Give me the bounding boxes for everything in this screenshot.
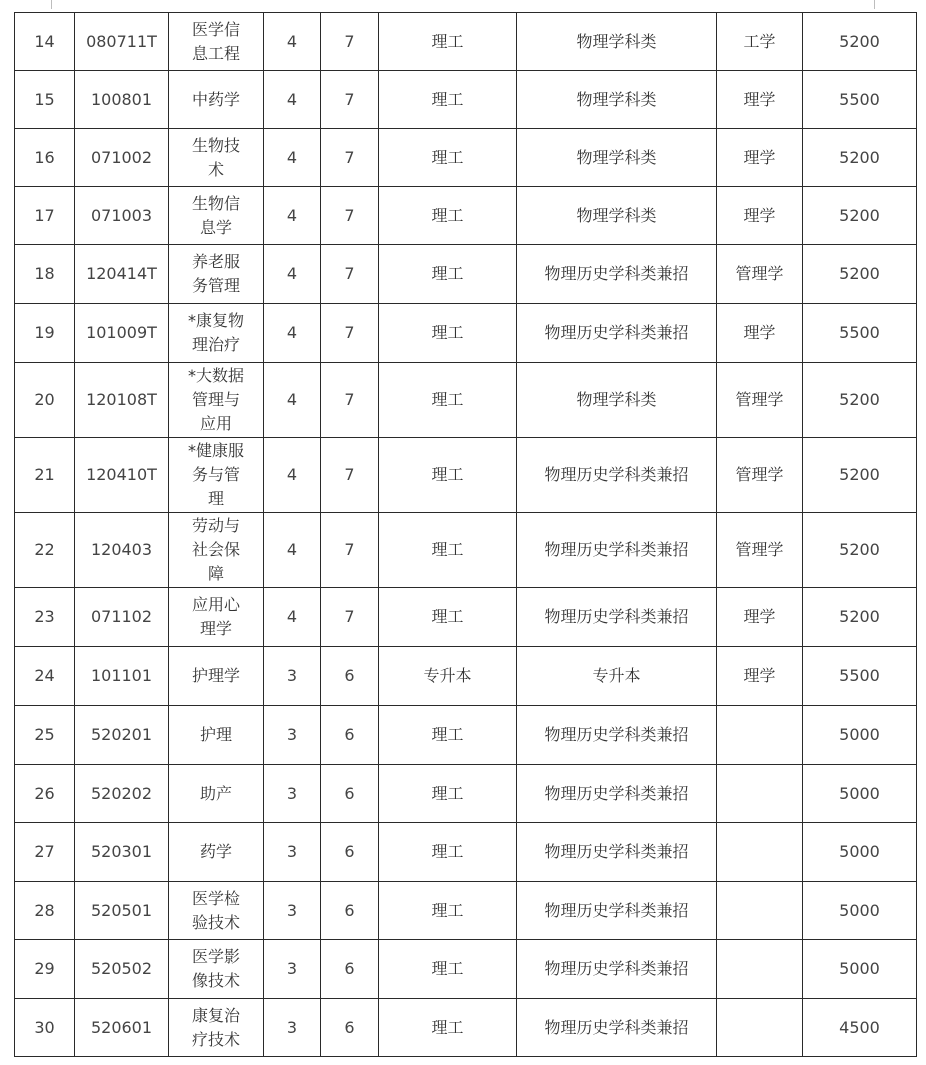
cell-tuition: 4500 [803,999,917,1057]
cell-category: 理工 [379,187,517,245]
cell-category: 理工 [379,882,517,940]
cell-level: 7 [321,129,379,187]
cell-study-years: 4 [264,129,321,187]
cell-category: 理工 [379,363,517,438]
table-row [15,245,917,304]
cell-level: 7 [321,187,379,245]
cell-major-code: 520501 [75,882,169,940]
cell-major-name [169,129,264,187]
cell-index: 24 [15,647,75,706]
cell-major-code: 071003 [75,187,169,245]
cell-degree: 管理学 [717,438,803,513]
cell-level: 7 [321,304,379,363]
cell-category: 专升本 [379,647,517,706]
major-name-line: 药学 [199,842,232,861]
major-name-line: 应用心 [191,595,240,614]
cell-major-code: 520601 [75,999,169,1057]
cell-subject-requirement: 物理历史学科类兼招 [517,438,717,513]
cell-major-code: 520502 [75,940,169,999]
table-row [15,765,917,823]
cell-level: 7 [321,513,379,588]
major-name-line: 管理与 [191,390,240,409]
cell-major-name [169,882,264,940]
cell-major-name [169,245,264,304]
cell-degree [717,706,803,765]
cell-study-years: 3 [264,706,321,765]
cell-level: 6 [321,823,379,882]
cell-tuition: 5200 [803,513,917,588]
cell-category: 理工 [379,940,517,999]
cell-subject-requirement: 物理学科类 [517,13,717,71]
major-name-line: 生物信 [191,193,240,213]
cell-study-years: 3 [264,765,321,823]
cell-major-code: 071002 [75,129,169,187]
cell-level: 6 [321,882,379,940]
major-name-line: 理治疗 [191,335,240,354]
cell-level: 7 [321,245,379,304]
cell-degree: 理学 [717,129,803,187]
cell-subject-requirement: 专升本 [517,647,717,706]
cell-subject-requirement: 物理学科类 [517,71,717,129]
cell-index: 27 [15,823,75,882]
cell-major-code: 520301 [75,823,169,882]
major-name-line: 医学影 [191,947,240,966]
major-name-line: 理学 [199,619,232,638]
major-name-line: 息工程 [191,43,240,63]
cell-tuition: 5200 [803,13,917,71]
cell-tuition: 5500 [803,304,917,363]
major-name-line: 术 [207,159,224,179]
cell-subject-requirement: 物理学科类 [517,363,717,438]
table-row [15,71,917,129]
cell-degree: 理学 [717,647,803,706]
major-name-line: 验技术 [191,912,240,932]
cell-index: 29 [15,940,75,999]
cell-degree [717,882,803,940]
cell-category: 理工 [379,13,517,71]
cell-degree [717,823,803,882]
cell-subject-requirement: 物理历史学科类兼招 [517,823,717,882]
cell-level: 7 [321,588,379,647]
cell-tuition: 5200 [803,187,917,245]
cell-major-name [169,940,264,999]
cell-level: 6 [321,999,379,1057]
cell-index: 22 [15,513,75,588]
cell-major-code: 520201 [75,706,169,765]
cell-index: 25 [15,706,75,765]
table-row [15,304,917,363]
cell-tuition: 5000 [803,940,917,999]
cell-tuition: 5000 [803,765,917,823]
cell-subject-requirement: 物理历史学科类兼招 [517,765,717,823]
cell-category: 理工 [379,823,517,882]
cell-study-years: 4 [264,13,321,71]
cell-level: 7 [321,13,379,71]
cell-tuition: 5200 [803,245,917,304]
major-name-line: 务管理 [191,276,240,295]
cell-major-name [169,363,264,438]
cell-major-name [169,706,264,765]
major-name-line: 护理 [199,725,232,744]
cell-category: 理工 [379,706,517,765]
table-row [15,882,917,940]
cell-study-years: 4 [264,513,321,588]
major-name-line: 医学检 [191,888,240,908]
cell-major-name [169,823,264,882]
cell-subject-requirement: 物理历史学科类兼招 [517,706,717,765]
cell-index: 14 [15,13,75,71]
cell-major-code: 080711T [75,13,169,71]
cell-degree [717,999,803,1057]
cell-major-name [169,187,264,245]
cell-index: 15 [15,71,75,129]
cell-index: 26 [15,765,75,823]
cell-subject-requirement: 物理历史学科类兼招 [517,245,717,304]
cell-study-years: 3 [264,940,321,999]
cell-major-name [169,513,264,588]
major-name-line: 障 [207,564,224,583]
major-name-line: 劳动与 [191,516,240,535]
major-name-line: *康复物 [187,311,244,330]
cell-major-code: 100801 [75,71,169,129]
cell-level: 6 [321,647,379,706]
cell-category: 理工 [379,588,517,647]
major-name-line: 理 [207,489,224,508]
cell-study-years: 4 [264,363,321,438]
cell-degree: 管理学 [717,513,803,588]
major-name-line: 医学信 [191,19,240,39]
cell-category: 理工 [379,304,517,363]
cell-degree [717,765,803,823]
table-row [15,588,917,647]
cell-index: 18 [15,245,75,304]
cell-tuition: 5200 [803,363,917,438]
cell-category: 理工 [379,765,517,823]
cell-degree: 理学 [717,187,803,245]
cell-level: 6 [321,940,379,999]
cell-tuition: 5500 [803,647,917,706]
cell-tuition: 5200 [803,129,917,187]
cell-index: 30 [15,999,75,1057]
major-name-line: *大数据 [187,366,244,385]
cell-major-name [169,304,264,363]
cell-major-code: 120403 [75,513,169,588]
cell-study-years: 4 [264,304,321,363]
cell-index: 19 [15,304,75,363]
cell-major-name [169,765,264,823]
cell-subject-requirement: 物理历史学科类兼招 [517,588,717,647]
cell-category: 理工 [379,513,517,588]
cell-major-code: 120414T [75,245,169,304]
cell-study-years: 3 [264,999,321,1057]
cell-index: 17 [15,187,75,245]
cell-major-code: 520202 [75,765,169,823]
cell-index: 23 [15,588,75,647]
cell-study-years: 4 [264,588,321,647]
cell-category: 理工 [379,999,517,1057]
cell-degree: 工学 [717,13,803,71]
page-corner-mark-left [51,0,52,9]
cell-major-name [169,647,264,706]
table-row [15,706,917,765]
cell-index: 20 [15,363,75,438]
cell-subject-requirement: 物理学科类 [517,129,717,187]
cell-tuition: 5200 [803,588,917,647]
table-row [15,940,917,999]
cell-category: 理工 [379,71,517,129]
cell-study-years: 3 [264,882,321,940]
cell-category: 理工 [379,438,517,513]
cell-major-name [169,999,264,1057]
cell-degree [717,940,803,999]
major-name-line: 护理学 [191,666,240,685]
major-name-line: 康复治 [191,1005,240,1025]
cell-study-years: 4 [264,245,321,304]
cell-level: 7 [321,438,379,513]
cell-category: 理工 [379,245,517,304]
cell-major-name [169,588,264,647]
cell-study-years: 4 [264,71,321,129]
page-corner-mark-right [874,0,875,9]
table-row [15,13,917,71]
cell-major-name [169,71,264,129]
cell-tuition: 5000 [803,882,917,940]
cell-degree: 管理学 [717,363,803,438]
cell-subject-requirement: 物理历史学科类兼招 [517,882,717,940]
cell-level: 7 [321,363,379,438]
cell-level: 7 [321,71,379,129]
major-name-line: 中药学 [191,89,240,109]
cell-tuition: 5000 [803,706,917,765]
cell-subject-requirement: 物理历史学科类兼招 [517,513,717,588]
cell-tuition: 5200 [803,438,917,513]
table-row [15,823,917,882]
major-name-line: 像技术 [191,971,240,990]
cell-major-code: 120410T [75,438,169,513]
table-row [15,999,917,1057]
table-row [15,647,917,706]
cell-degree: 管理学 [717,245,803,304]
cell-level: 6 [321,706,379,765]
cell-category: 理工 [379,129,517,187]
table-row [15,438,917,513]
major-name-line: 助产 [199,783,232,803]
table-row [15,187,917,245]
table-body [15,13,917,1057]
cell-subject-requirement: 物理学科类 [517,187,717,245]
cell-major-name [169,438,264,513]
cell-study-years: 4 [264,187,321,245]
cell-study-years: 4 [264,438,321,513]
cell-tuition: 5000 [803,823,917,882]
major-name-line: 务与管 [191,465,240,484]
cell-major-code: 101101 [75,647,169,706]
cell-tuition: 5500 [803,71,917,129]
cell-index: 16 [15,129,75,187]
major-name-line: *健康服 [187,441,244,460]
table-row [15,129,917,187]
major-name-line: 社会保 [191,540,240,559]
cell-study-years: 3 [264,647,321,706]
cell-subject-requirement: 物理历史学科类兼招 [517,940,717,999]
cell-subject-requirement: 物理历史学科类兼招 [517,304,717,363]
cell-level: 6 [321,765,379,823]
major-name-line: 应用 [199,414,232,433]
majors-table [14,12,917,1057]
major-name-line: 息学 [199,217,232,237]
cell-degree: 理学 [717,304,803,363]
cell-degree: 理学 [717,588,803,647]
cell-study-years: 3 [264,823,321,882]
major-name-line: 养老服 [191,252,240,271]
cell-major-code: 071102 [75,588,169,647]
table-row [15,513,917,588]
cell-index: 21 [15,438,75,513]
cell-major-code: 101009T [75,304,169,363]
major-name-line: 疗技术 [191,1029,240,1049]
table-row [15,363,917,438]
cell-major-name [169,13,264,71]
cell-subject-requirement: 物理历史学科类兼招 [517,999,717,1057]
cell-degree: 理学 [717,71,803,129]
major-name-line: 生物技 [191,135,240,155]
cell-major-code: 120108T [75,363,169,438]
cell-index: 28 [15,882,75,940]
